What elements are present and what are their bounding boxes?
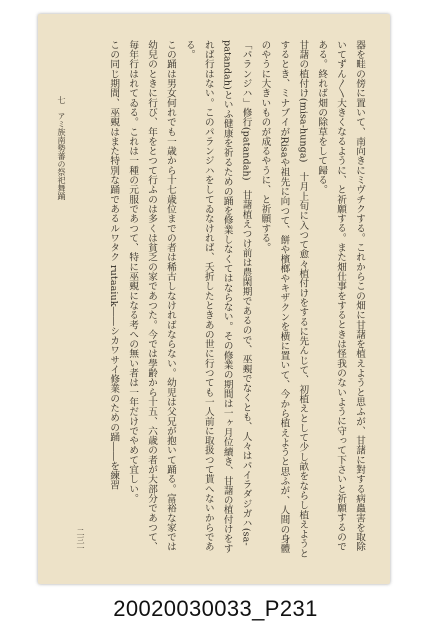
paragraph: この同じ期間、巫覡はまた特別な踊であるルワタク rutaaiuk――シカワサイ修業のための踊――を練習 bbox=[108, 40, 120, 490]
paragraph: 甘藷の植付け(misa-hunga) 十月上旬に入つて愈々植付けをするに先んじて、初植えとして少し畝をならし植えようとするとき、ミナブイがRisaや祖先に向つて、餅や檳榔やキザクンを横に置いて、今から植えようと思ふが、人間の身體のやうに大きいものが成るやうに、と祈願する。 bbox=[259, 40, 309, 559]
body-text bbox=[88, 40, 368, 560]
running-header: 七 アミ族南勢蕃の祭祀舞踊 bbox=[57, 96, 66, 200]
paragraph: 器を畦の傍に置いて、南向きにミヴチクする。これからこの畑に甘藷を植えようと思ふが、甘藷に對する病蟲害を取除いてずん〳〵大きくなるように、と祈願する。また畑仕事をするときは怪我のないように守って下さいと祈願するのである。終れば畑の除草をして歸る。 bbox=[316, 40, 365, 552]
paragraph: この踊は男女何れでも一歳から十七歳位までの者は稀古しなければならない。幼児は父兄が抱いて踊る。富裕な家では幼兒のときに行び、年をとつて行ふのは多くは貧乏の家であつた。今では學齢から十五、六歳の者が大部分であつて、毎年行はれてゐる。これは一種の元服であつて、特に巫覡になる考への無い者は一年だけでやめて宜しい。 bbox=[127, 40, 176, 552]
paragraph: 「パランジハ」修行(patandah) 甘藷植えつけ前は農閑期であるので、巫覡でなくとも、人々はパイラダジガハ(sa-patandah)といふ健康を祈るための踊を修業しなくてはならない。その修業の期間は一ヶ月位續き、甘藷の植付けをすれば行はない。このパランジハをしてゐなければ、夭折したときあの世に行つても一人前に取扱つて貰へないからである。 bbox=[183, 40, 252, 554]
page-number: 二三一 bbox=[76, 528, 85, 552]
image-caption: 20020030033_P231 bbox=[113, 596, 318, 621]
